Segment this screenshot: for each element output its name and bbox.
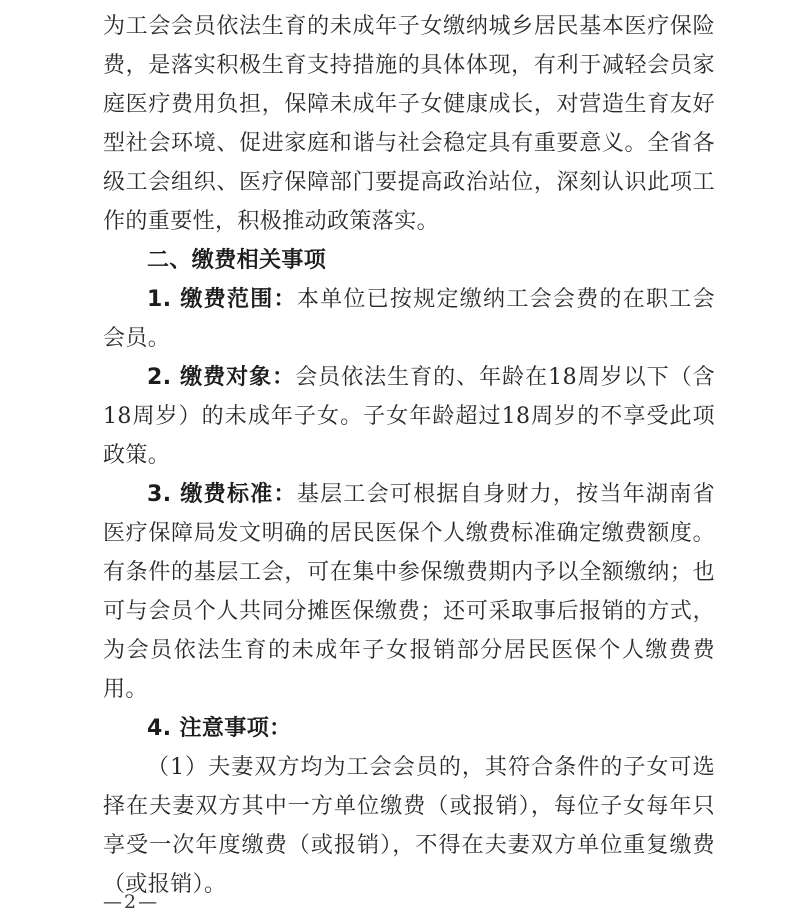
item-1-text: 本单位已按规定缴纳工会会费的在职工会会员。: [103, 287, 715, 351]
item-2-label: 2. 缴费对象：: [147, 365, 296, 390]
item-3: [103, 475, 715, 709]
item-2: [103, 358, 715, 475]
paragraph-continuation: [103, 7, 715, 241]
item-1-label: 1. 缴费范围：: [147, 287, 297, 312]
page-number: —2—: [103, 891, 160, 913]
item-4: [103, 709, 715, 748]
item-2-text: 会员依法生育的、年龄在18周岁以下（含18周岁）的未成年子女。子女年龄超过18周岁的不享受此项政策。: [103, 365, 715, 468]
item-3-text: 基层工会可根据自身财力，按当年湖南省医疗保障局发文明确的居民医保个人缴费标准确定缴费额度。有条件的基层工会，可在集中参保缴费期内予以全额缴纳；也可与会员个人共同分摊医保缴费；还可采取事后报销的方式，为会员依法生育的未成年子女报销部分居民医保个人缴费费用。: [103, 482, 715, 702]
sub-item-1: [103, 748, 715, 904]
item-3-label: 3. 缴费标准：: [147, 482, 297, 507]
paragraph-text: 为工会会员依法生育的未成年子女缴纳城乡居民基本医疗保险费，是落实积极生育支持措施的具体体现，有利于减轻会员家庭医疗费用负担，保障未成年子女健康成长，对营造生育友好型社会环境、促进家庭和谐与社会稳定具有重要意义。全省各级工会组织、医疗保障部门要提高政治站位，深刻认识此项工作的重要性，积极推动政策落实。: [103, 14, 715, 234]
item-4-label: 4. 注意事项：: [147, 716, 292, 741]
sub-item-1-text: （1）夫妻双方均为工会会员的，其符合条件的子女可选择在夫妻双方其中一方单位缴费（或报销），每位子女每年只享受一次年度缴费（或报销），不得在夫妻双方单位重复缴费（或报销）。: [103, 755, 715, 897]
section-heading-label: 二、缴费相关事项: [147, 248, 327, 273]
document-body: [103, 7, 715, 904]
item-1: [103, 280, 715, 358]
section-heading: [103, 241, 715, 280]
